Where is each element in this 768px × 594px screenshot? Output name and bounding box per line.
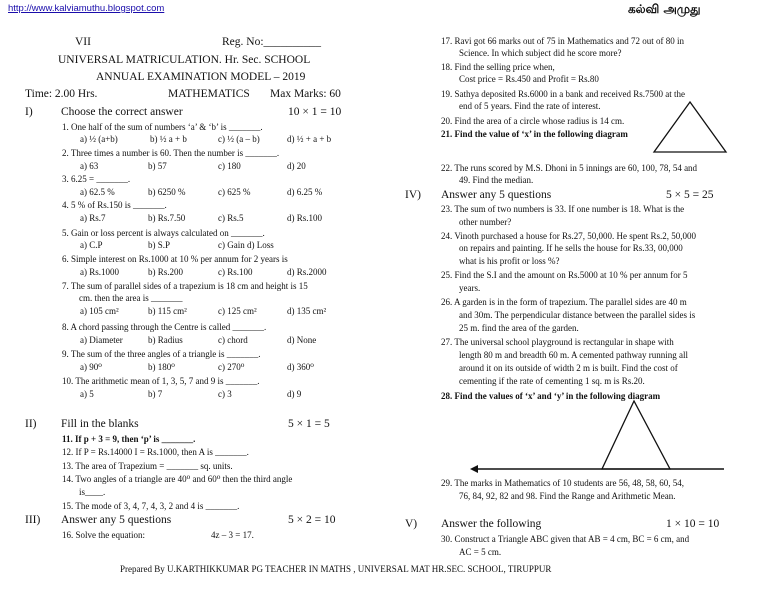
option: d) 135 cm² — [287, 306, 327, 316]
option: c) 625 % — [218, 187, 251, 197]
question-continued: length 80 m and breadth 60 m. A cemented pathway running all — [459, 350, 688, 360]
max-marks: Max Marks: 60 — [270, 88, 341, 100]
question-continued: cementing if the rate of cementing 1 sq. m is Rs.20. — [459, 376, 645, 386]
option: c) chord — [218, 335, 248, 345]
option: a) ½ (a+b) — [80, 134, 118, 144]
option: b) 6250 % — [148, 187, 186, 197]
question-continued: AC = 5 cm. — [459, 547, 502, 557]
option: a) Rs.1000 — [80, 267, 119, 277]
option: a) 5 — [80, 389, 94, 399]
question-continued: and 30m. The perpendicular distance between the parallel sides is — [459, 310, 696, 320]
question: 16. Solve the equation: — [62, 530, 145, 540]
option: b) Rs.7.50 — [148, 213, 186, 223]
question: 15. The mode of 3, 4, 7, 4, 3, 2 and 4 is _______. — [62, 501, 240, 511]
option: d) 360⁰ — [287, 362, 314, 372]
question: 3. 6.25 = _______. — [62, 174, 131, 184]
question: 18. Find the selling price when, — [441, 62, 555, 72]
question-continued: cm. then the area is _______ — [79, 293, 183, 303]
question: 6. Simple interest on Rs.1000 at 10 % per annum for 2 years is — [62, 254, 288, 264]
question: 26. A garden is in the form of trapezium. The parallel sides are 40 m — [441, 297, 687, 307]
triangle-diagram-q28 — [468, 397, 728, 477]
triangle-diagram-q21 — [650, 100, 730, 155]
question: 28. Find the values of ‘x’ and ‘y’ in the following diagram — [441, 391, 661, 401]
question-continued: end of 5 years. Find the rate of interest. — [459, 101, 601, 111]
option: b) 115 cm² — [148, 306, 187, 316]
option: d) ½ + a + b — [287, 134, 332, 144]
question: 11. If p + 3 = 9, then ‘p’ is _______. — [62, 434, 196, 444]
question: 5. Gain or loss percent is always calculated on _______. — [62, 228, 265, 238]
option: d) Rs.2000 — [287, 267, 327, 277]
question-continued: other number? — [459, 217, 512, 227]
option: b) ½ a + b — [150, 134, 187, 144]
option: d) Rs.100 — [287, 213, 323, 223]
question: 22. The runs scored by M.S. Dhoni in 5 innings are 60, 100, 78, 54 and — [441, 163, 698, 173]
question-continued: around it on its outside of width 2 m is built. Find the cost of — [459, 363, 678, 373]
question-continued: is____. — [79, 487, 106, 497]
subject: MATHEMATICS — [168, 88, 250, 100]
option: a) 105 cm² — [80, 306, 119, 316]
question: 19. Sathya deposited Rs.6000 in a bank and received Rs.7500 at the — [441, 89, 685, 99]
question: 14. Two angles of a triangle are 40⁰ and 60⁰ then the third angle — [62, 474, 293, 484]
question: 25. Find the S.I and the amount on Rs.5000 at 10 % per annum for 5 — [441, 270, 688, 280]
section-title: Choose the correct answer — [61, 106, 183, 118]
section-number: III) — [25, 514, 41, 526]
section-number: II) — [25, 418, 37, 430]
question: 2. Three times a number is 60. Then the number is _______. — [62, 148, 280, 158]
question: 23. The sum of two numbers is 33. If one number is 18. What is the — [441, 204, 685, 214]
question-continued: on repairs and painting. If he sells the house for Rs.33, 00,000 — [459, 243, 683, 253]
question: 13. The area of Trapezium = _______ sq. units. — [62, 461, 233, 471]
class-label: VII — [75, 36, 91, 48]
section-number: IV) — [405, 189, 421, 201]
option: a) 62.5 % — [80, 187, 115, 197]
option: a) 63 — [80, 161, 99, 171]
option: b) 180⁰ — [148, 362, 175, 372]
question: 8. A chord passing through the Centre is called _______. — [62, 322, 267, 332]
option: d) 6.25 % — [287, 187, 323, 197]
question: 9. The sum of the three angles of a triangle is _______. — [62, 349, 261, 359]
question: 21. Find the value of ‘x’ in the following diagram — [441, 129, 628, 139]
option: c) 125 cm² — [218, 306, 257, 316]
section-marks: 5 × 5 = 25 — [666, 189, 714, 201]
option: c) ½ (a – b) — [218, 134, 260, 144]
question: 27. The universal school playground is rectangular in shape with — [441, 337, 674, 347]
question-continued: years. — [459, 283, 481, 293]
option: c) Rs.5 — [218, 213, 244, 223]
equation: 4z – 3 = 17. — [211, 530, 254, 540]
footer-credit: Prepared By U.KARTHIKKUMAR PG TEACHER IN MATHS , UNIVERSAL MAT HR.SEC. SCHOOL, TIRUPPUR — [120, 564, 552, 574]
question-continued: Cost price = Rs.450 and Profit = Rs.80 — [459, 74, 599, 84]
blog-link[interactable]: http://www.kalviamuthu.blogspot.com — [8, 3, 165, 14]
option: c) Rs.100 — [218, 267, 253, 277]
exam-time: Time: 2.00 Hrs. — [25, 88, 98, 100]
option: b) Rs.200 — [148, 267, 184, 277]
brand-logo: கல்வி அமுது — [628, 2, 701, 16]
option: c) Gain d) Loss — [218, 240, 274, 250]
question-continued: 76, 84, 92, 82 and 98. Find the Range and Arithmetic Mean. — [459, 491, 676, 501]
option: d) 20 — [287, 161, 306, 171]
section-title: Answer any 5 questions — [61, 514, 172, 526]
question: 4. 5 % of Rs.150 is _______. — [62, 200, 167, 210]
exam-name: ANNUAL EXAMINATION MODEL – 2019 — [96, 71, 306, 83]
section-title: Answer any 5 questions — [441, 189, 552, 201]
question-continued: 49. Find the median. — [459, 175, 534, 185]
option: c) 180 — [218, 161, 241, 171]
question-continued: what is his profit or loss %? — [459, 256, 560, 266]
option: a) Diameter — [80, 335, 123, 345]
school-name: UNIVERSAL MATRICULATION. Hr. Sec. SCHOOL — [58, 54, 311, 66]
option: a) C.P — [80, 240, 103, 250]
option: b) 57 — [148, 161, 167, 171]
option: d) None — [287, 335, 317, 345]
question: 29. The marks in Mathematics of 10 students are 56, 48, 58, 60, 54, — [441, 478, 685, 488]
option: b) Radius — [148, 335, 183, 345]
question-continued: Science. In which subject did he score more? — [459, 48, 622, 58]
section-title: Answer the following — [441, 518, 542, 530]
section-marks: 5 × 1 = 5 — [288, 418, 330, 430]
question: 24. Vinoth purchased a house for Rs.27, 50,000. He spent Rs.2, 50,000 — [441, 231, 697, 241]
question: 12. If P = Rs.14000 I = Rs.1000, then A is _______. — [62, 447, 249, 457]
question: 20. Find the area of a circle whose radius is 14 cm. — [441, 116, 625, 126]
section-number: V) — [405, 518, 418, 530]
option: c) 270⁰ — [218, 362, 245, 372]
option: a) 90⁰ — [80, 362, 102, 372]
section-marks: 10 × 1 = 10 — [288, 106, 342, 118]
option: c) 3 — [218, 389, 232, 399]
option: d) 9 — [287, 389, 302, 399]
section-marks: 1 × 10 = 10 — [666, 518, 720, 530]
section-number: I) — [25, 106, 33, 118]
section-title: Fill in the blanks — [61, 418, 139, 430]
question: 10. The arithmetic mean of 1, 3, 5, 7 and 9 is _______. — [62, 376, 260, 386]
reg-no: Reg. No:__________ — [222, 36, 322, 48]
option: a) Rs.7 — [80, 213, 106, 223]
section-marks: 5 × 2 = 10 — [288, 514, 336, 526]
question: 30. Construct a Triangle ABC given that AB = 4 cm, BC = 6 cm, and — [441, 534, 690, 544]
question: 17. Ravi got 66 marks out of 75 in Mathematics and 72 out of 80 in — [441, 36, 684, 46]
question: 7. The sum of parallel sides of a trapezium is 18 cm and height is 15 — [62, 281, 308, 291]
option: b) 7 — [148, 389, 163, 399]
option: b) S.P — [148, 240, 171, 250]
question: 1. One half of the sum of numbers ‘a’ & ‘b’ is _______. — [62, 122, 263, 132]
question-continued: 25 m. find the area of the garden. — [459, 323, 579, 333]
